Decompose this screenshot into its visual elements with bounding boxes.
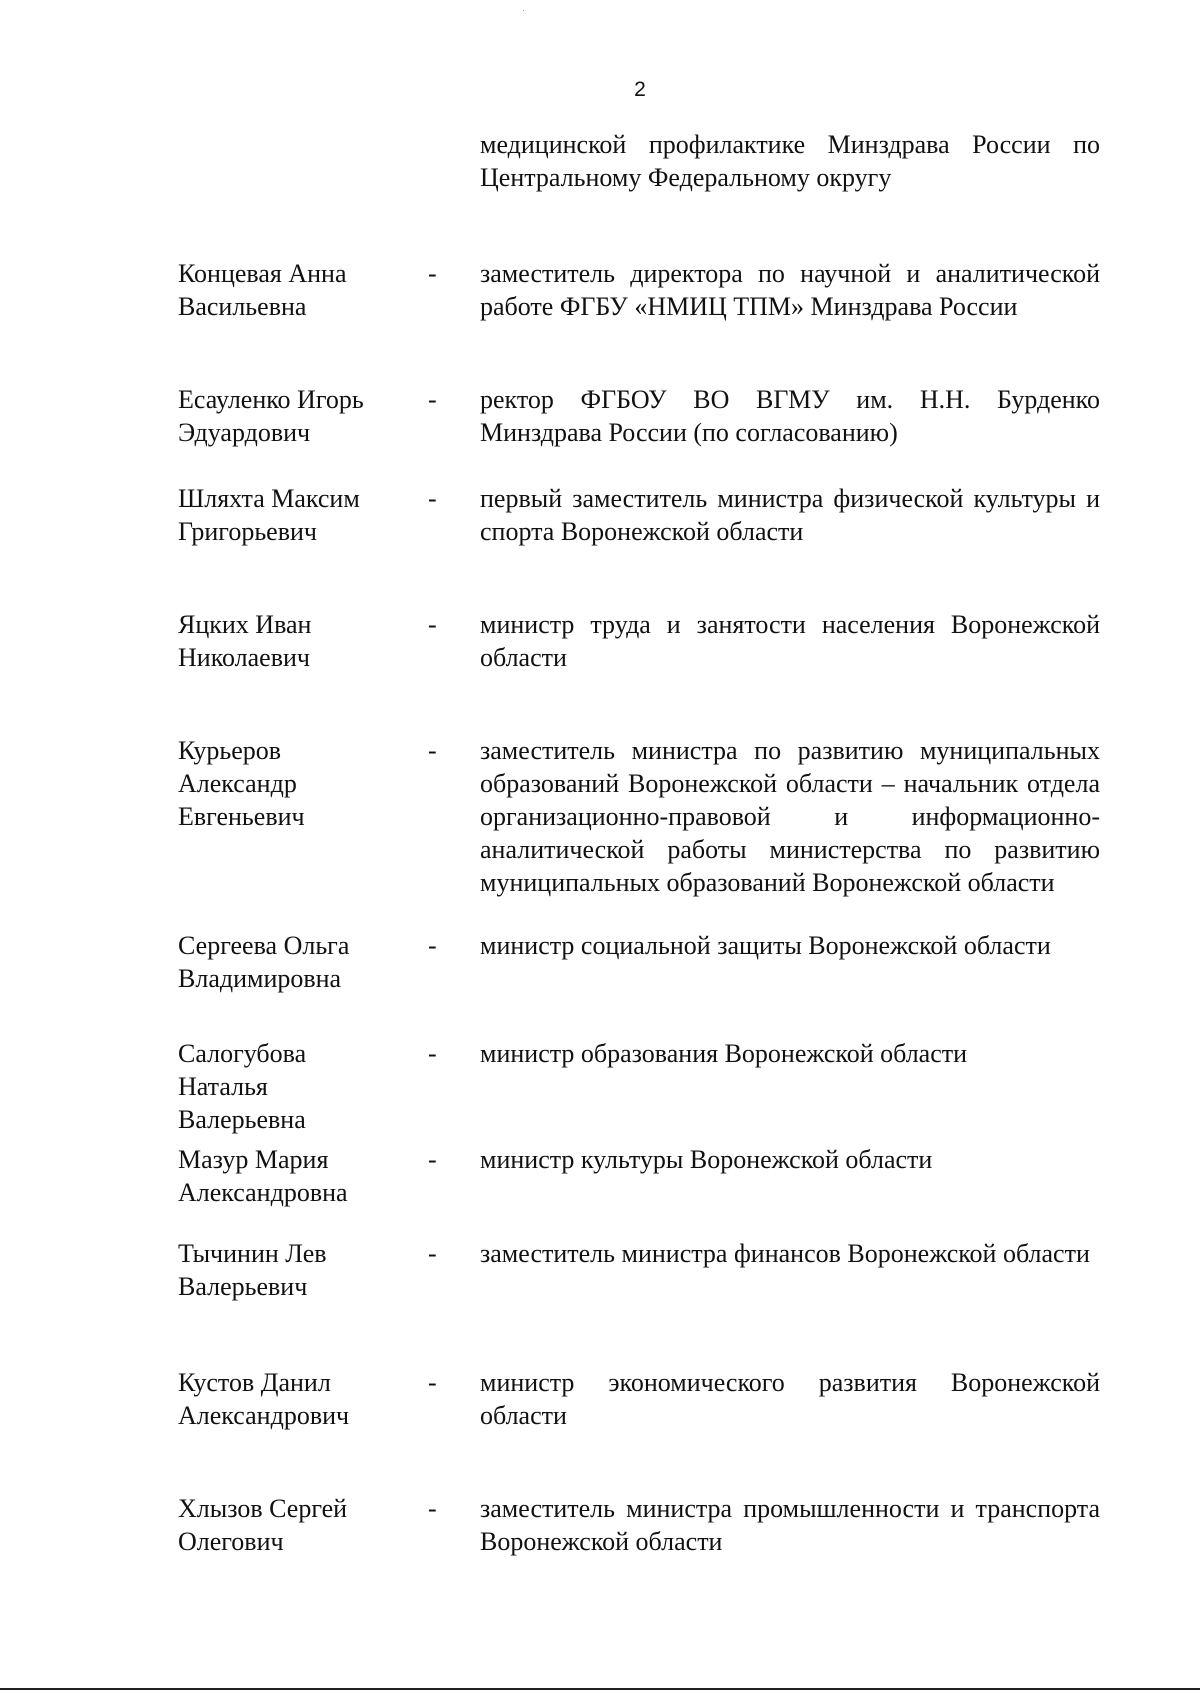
member-role: заместитель министра по развитию муниципальных образований Воронежской области – начальник отдела организационно-правовой и информационно-аналитической работы министерства по развитию муниципальных образований Воронежской области xyxy=(480,736,1100,897)
member-name-line: Николаевич xyxy=(178,643,310,672)
separator-dash: - xyxy=(428,385,437,414)
member-name-line: Тычинин Лев xyxy=(178,1239,327,1268)
separator-dash: - xyxy=(428,1145,437,1174)
separator-dash: - xyxy=(428,931,437,960)
member-name xyxy=(178,1366,408,1432)
scan-speck xyxy=(523,10,524,11)
continuation-text: медицинской профилактике Минздрава России по Центральному Федеральному округу xyxy=(480,130,1100,192)
member-name xyxy=(178,734,408,833)
member-name-line: Григорьевич xyxy=(178,517,317,546)
member-role: министр культуры Воронежской области xyxy=(480,1145,933,1174)
member-name-line: Мазур Мария xyxy=(178,1145,329,1174)
member-role: заместитель министра промышленности и транспорта Воронежской области xyxy=(480,1494,1100,1556)
member-role: министр образования Воронежской области xyxy=(480,1039,968,1068)
member-role: заместитель директора по научной и аналитической работе ФГБУ «НМИЦ ТПМ» Минздрава России xyxy=(480,259,1100,321)
member-name-line: Александрович xyxy=(178,1401,350,1430)
member-name-line: Александровна xyxy=(178,1178,348,1207)
member-name-line: Валерьевич xyxy=(178,1272,308,1301)
member-name xyxy=(178,608,408,674)
member-name xyxy=(178,1237,408,1303)
separator-dash: - xyxy=(428,1494,437,1523)
member-name-line: Сергеева Ольга xyxy=(178,931,350,960)
member-name xyxy=(178,383,408,449)
member-role: министр труда и занятости населения Воронежской области xyxy=(480,610,1100,672)
member-name xyxy=(178,257,408,323)
member-name-line: Шляхта Максим xyxy=(178,484,360,513)
member-name xyxy=(178,482,408,548)
member-name-line: Евгеньевич xyxy=(178,802,305,831)
member-name-line: Салогубова xyxy=(178,1039,307,1068)
separator-dash: - xyxy=(428,1239,437,1268)
member-role: министр экономического развития Воронежской области xyxy=(480,1368,1100,1430)
member-name-line: Александр xyxy=(178,769,297,798)
member-name-line: Есауленко Игорь xyxy=(178,385,364,414)
member-name-line: Хлызов Сергей xyxy=(178,1494,348,1523)
page-bottom-border xyxy=(0,1688,1200,1690)
member-name-line: Олегович xyxy=(178,1527,284,1556)
separator-dash: - xyxy=(428,736,437,765)
separator-dash: - xyxy=(428,259,437,288)
separator-dash: - xyxy=(428,484,437,513)
member-name-line: Эдуардович xyxy=(178,418,311,447)
separator-dash: - xyxy=(428,610,437,639)
member-name-line: Валерьевна xyxy=(178,1105,306,1134)
member-name-line: Наталья xyxy=(178,1072,268,1101)
member-name-line: Васильевна xyxy=(178,292,307,321)
member-role: заместитель министра финансов Воронежской области xyxy=(480,1239,1090,1268)
member-name-line: Яцких Иван xyxy=(178,610,312,639)
separator-dash: - xyxy=(428,1039,437,1068)
member-name-line: Владимировна xyxy=(178,964,342,993)
member-name-line: Концевая Анна xyxy=(178,259,347,288)
page-number: 2 xyxy=(634,78,646,101)
separator-dash: - xyxy=(428,1368,437,1397)
member-name-line: Курьеров xyxy=(178,736,282,765)
member-role: первый заместитель министра физической культуры и спорта Воронежской области xyxy=(480,484,1100,546)
member-name xyxy=(178,929,408,995)
member-name xyxy=(178,1492,408,1558)
member-name xyxy=(178,1143,408,1209)
member-role: ректор ФГБОУ ВО ВГМУ им. Н.Н. Бурденко Минздрава России (по согласованию) xyxy=(480,385,1100,447)
member-name-line: Кустов Данил xyxy=(178,1368,331,1397)
member-name xyxy=(178,1037,408,1136)
member-role: министр социальной защиты Воронежской области xyxy=(480,931,1051,960)
